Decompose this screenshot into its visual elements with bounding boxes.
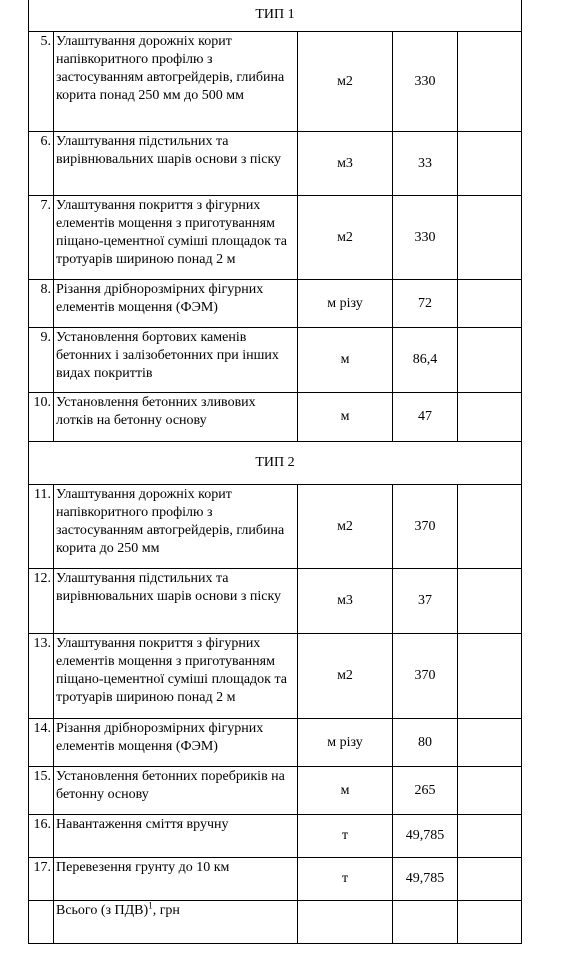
table-row	[29, 815, 522, 858]
row-unit: т	[298, 815, 393, 858]
total-footnote-mark: 1	[148, 900, 153, 911]
row-number: 12.	[29, 569, 54, 634]
row-quantity: 86,4	[393, 328, 458, 393]
table-row	[29, 196, 522, 280]
table-row	[29, 132, 522, 196]
row-empty-cell	[458, 196, 522, 280]
row-unit: м2	[298, 634, 393, 719]
row-number: 10.	[29, 393, 54, 442]
table-row	[29, 32, 522, 132]
section-header-row	[29, 442, 522, 485]
row-number: 11.	[29, 485, 54, 569]
row-unit: м	[298, 393, 393, 442]
row-empty-cell	[458, 32, 522, 132]
row-description: Різання дрібнорозмірних фігурних елементів мощення (ФЭМ)	[54, 280, 298, 328]
row-unit: м різу	[298, 280, 393, 328]
row-quantity: 33	[393, 132, 458, 196]
table-row	[29, 485, 522, 569]
total-number-cell	[29, 901, 54, 944]
row-empty-cell	[458, 815, 522, 858]
row-empty-cell	[458, 328, 522, 393]
row-quantity: 80	[393, 719, 458, 767]
row-empty-cell	[458, 569, 522, 634]
row-number: 7.	[29, 196, 54, 280]
total-label-text: Всього (з ПДВ)	[56, 903, 149, 918]
row-number: 14.	[29, 719, 54, 767]
row-number: 9.	[29, 328, 54, 393]
row-unit: м2	[298, 485, 393, 569]
table-row	[29, 719, 522, 767]
total-label	[54, 901, 298, 944]
row-quantity: 330	[393, 196, 458, 280]
section-title: ТИП 2	[29, 442, 522, 485]
row-unit: м	[298, 328, 393, 393]
row-description: Різання дрібнорозмірних фігурних елементів мощення (ФЭМ)	[54, 719, 298, 767]
row-empty-cell	[458, 132, 522, 196]
total-unit-cell	[298, 901, 393, 944]
total-row	[29, 901, 522, 944]
row-empty-cell	[458, 280, 522, 328]
row-quantity: 49,785	[393, 858, 458, 901]
table-row	[29, 393, 522, 442]
row-empty-cell	[458, 485, 522, 569]
row-description: Улаштування покриття з фігурних елементів мощення з приготуванням піщано-цементної суміші площадок та тротуарів шириною понад 2 м	[54, 196, 298, 280]
row-description: Улаштування дорожніх корит напівкоритного профілю з застосуванням автогрейдерів, глибина корита понад 250 мм до 500 мм	[54, 32, 298, 132]
row-description: Установлення бортових каменів бетонних і залізобетонних при інших видах покриттів	[54, 328, 298, 393]
row-quantity: 370	[393, 634, 458, 719]
row-unit: м2	[298, 32, 393, 132]
row-empty-cell	[458, 634, 522, 719]
row-description: Установлення бетонних зливових лотків на бетонну основу	[54, 393, 298, 442]
row-unit: м3	[298, 132, 393, 196]
row-unit: м3	[298, 569, 393, 634]
row-quantity: 370	[393, 485, 458, 569]
row-description: Навантаження сміття вручну	[54, 815, 298, 858]
row-quantity: 37	[393, 569, 458, 634]
table-row	[29, 858, 522, 901]
row-unit: м	[298, 767, 393, 815]
row-quantity: 72	[393, 280, 458, 328]
row-quantity: 330	[393, 32, 458, 132]
row-number: 17.	[29, 858, 54, 901]
total-value-cell	[458, 901, 522, 944]
row-quantity: 265	[393, 767, 458, 815]
row-number: 13.	[29, 634, 54, 719]
row-quantity: 47	[393, 393, 458, 442]
table-row	[29, 280, 522, 328]
row-unit: т	[298, 858, 393, 901]
row-empty-cell	[458, 393, 522, 442]
row-empty-cell	[458, 767, 522, 815]
total-label-suffix: , грн	[152, 903, 180, 918]
row-description: Улаштування підстильних та вирівнювальних шарів основи з піску	[54, 132, 298, 196]
row-number: 5.	[29, 32, 54, 132]
row-number: 16.	[29, 815, 54, 858]
row-description: Перевезення грунту до 10 км	[54, 858, 298, 901]
total-quantity-cell	[393, 901, 458, 944]
table-row	[29, 634, 522, 719]
row-quantity: 49,785	[393, 815, 458, 858]
section-header-row	[29, 0, 522, 32]
table-row	[29, 328, 522, 393]
row-number: 8.	[29, 280, 54, 328]
section-title: ТИП 1	[29, 0, 522, 32]
table-row	[29, 569, 522, 634]
row-unit: м2	[298, 196, 393, 280]
row-number: 6.	[29, 132, 54, 196]
row-number: 15.	[29, 767, 54, 815]
row-unit: м різу	[298, 719, 393, 767]
row-description: Улаштування підстильних та вирівнювальних шарів основи з піску	[54, 569, 298, 634]
row-description: Улаштування дорожніх корит напівкоритного профілю з застосуванням автогрейдерів, глибина корита до 250 мм	[54, 485, 298, 569]
row-empty-cell	[458, 719, 522, 767]
row-description: Установлення бетонних поребриків на бетонну основу	[54, 767, 298, 815]
table-row	[29, 767, 522, 815]
row-description: Улаштування покриття з фігурних елементів мощення з приготуванням піщано-цементної суміші площадок та тротуарів шириною понад 2 м	[54, 634, 298, 719]
estimate-table	[28, 0, 522, 944]
row-empty-cell	[458, 858, 522, 901]
